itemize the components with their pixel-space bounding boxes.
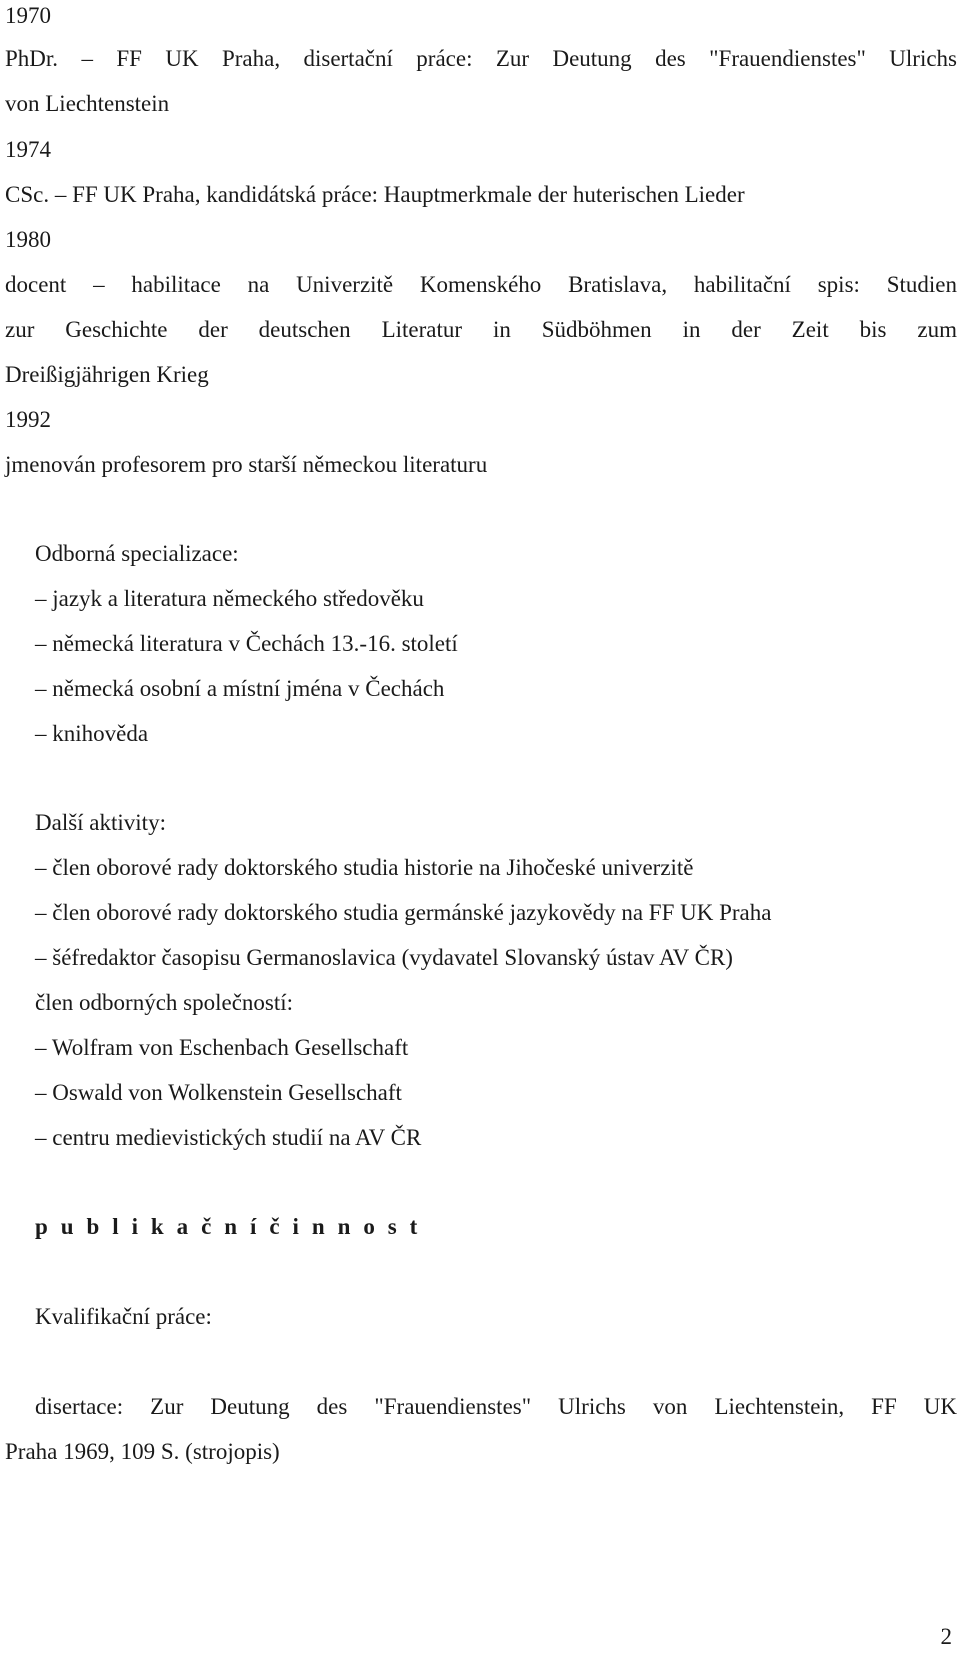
csc-line: CSc. – FF UK Praha, kandidátská práce: Hauptmerkmale der huterischen Lieder [5,182,745,207]
specialization-item: – německá literatura v Čechách 13.-16. století [35,631,458,656]
activity-item: – člen oborové rady doktorského studia historie na Jihočeské univerzitě [35,855,694,880]
docent-line-2: zur Geschichte der deutschen Literatur in Südböhmen in der Zeit bis zum [5,317,957,342]
year-1974: 1974 [5,137,51,162]
qualification-heading: Kvalifikační práce: [35,1304,212,1329]
specialization-item: – německá osobní a místní jména v Čechách [35,676,445,701]
society-item: – Wolfram von Eschenbach Gesellschaft [35,1035,409,1060]
professor-line: jmenován profesorem pro starší německou literaturu [5,452,488,477]
activities-heading: Další aktivity: [35,810,166,835]
docent-line-1: docent – habilitace na Univerzitě Komenského Bratislava, habilitační spis: Studien [5,272,957,297]
society-item: – centru medievistických studií na AV ČR [35,1125,422,1150]
societies-heading: člen odborných společností: [35,990,294,1015]
specialization-heading: Odborná specializace: [35,541,239,566]
dissertation-line-1: disertace: Zur Deutung des "Frauendienstes" Ulrichs von Liechtenstein, FF UK [35,1394,957,1419]
society-item: – Oswald von Wolkenstein Gesellschaft [35,1080,402,1105]
year-1980: 1980 [5,227,51,252]
specialization-item: – knihověda [35,721,149,746]
docent-line-3: Dreißigjährigen Krieg [5,362,209,387]
dissertation-line-2: Praha 1969, 109 S. (strojopis) [5,1439,280,1464]
phdr-line-2: von Liechtenstein [5,91,170,116]
activity-item: – člen oborové rady doktorského studia germánské jazykovědy na FF UK Praha [35,900,772,925]
page-number: 2 [940,1624,952,1649]
specialization-item: – jazyk a literatura německého středověku [35,586,424,611]
activity-item: – šéfredaktor časopisu Germanoslavica (vydavatel Slovanský ústav AV ČR) [35,945,733,970]
year-1992: 1992 [5,407,51,432]
year-1970: 1970 [5,3,51,28]
phdr-line-1: PhDr. – FF UK Praha, disertační práce: Zur Deutung des "Frauendienstes" Ulrichs [5,46,957,71]
publications-heading: p u b l i k a č n í č i n n o s t [35,1214,421,1239]
